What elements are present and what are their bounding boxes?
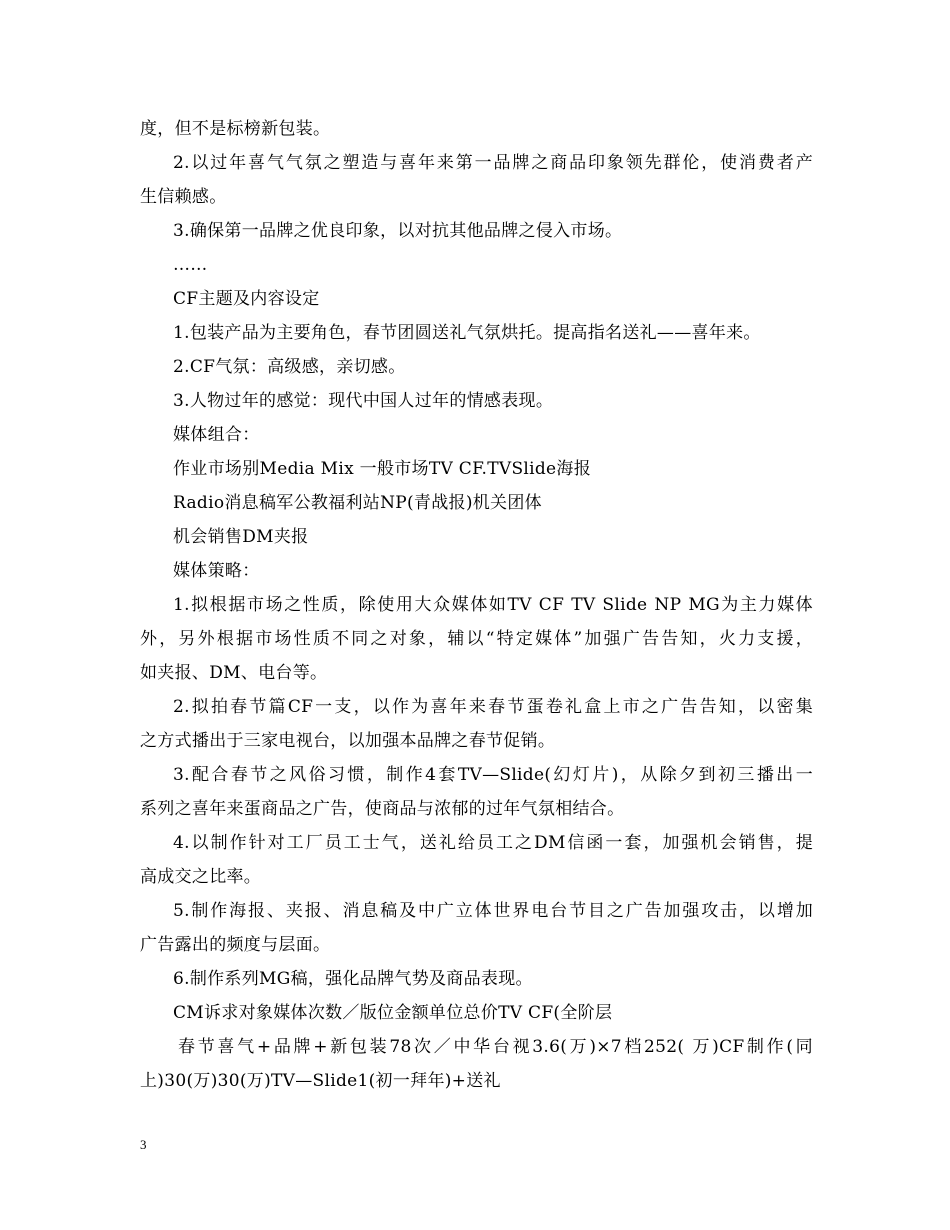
- text-line-28: 春节喜气+品牌+新包装78次／中华台视3.6(万)×7档252( 万)CF制作(同: [178, 1037, 813, 1057]
- text-line-20: 3.配合春节之风俗习惯，制作4套TV—Slide(幻灯片)，从除夕到初三播出一: [173, 765, 813, 785]
- text-line-22: 4.以制作针对工厂员工士气，送礼给员工之DM信函一套，加强机会销售，提: [173, 833, 813, 853]
- text-line-2: 2.以过年喜气气氛之塑造与喜年来第一品牌之商品印象领先群伦，使消费者产: [173, 153, 813, 173]
- section-heading-media-strategy: 媒体策略：: [173, 561, 260, 581]
- section-heading-cf-theme: CF主题及内容设定: [173, 289, 320, 309]
- text-line-26: 6.制作系列MG稿，强化品牌气势及商品表现。: [173, 969, 533, 989]
- text-line-27: CM诉求对象媒体次数／版位金额单位总价TV CF(全阶层: [173, 1003, 613, 1023]
- text-line-1: 度，但不是标榜新包装。: [140, 119, 331, 139]
- text-line-19: 之方式播出于三家电视台，以加强本品牌之春节促销。: [140, 731, 556, 751]
- text-line-13: 机会销售DM夹报: [173, 527, 309, 547]
- text-line-11: 作业市场别Media Mix 一般市场TV CF.TVSlide海报: [173, 459, 592, 479]
- text-line-16: 外，另外根据市场性质不同之对象，辅以“特定媒体”加强广告告知，火力支援，: [140, 629, 813, 649]
- text-line-17: 如夹报、DM、电台等。: [140, 663, 328, 683]
- text-line-29: 上)30(万)30(万)TV—Slide1(初一拜年)+送礼: [140, 1071, 501, 1091]
- page-number: 3: [140, 1137, 147, 1152]
- text-line-15: 1.拟根据市场之性质，除使用大众媒体如TV CF TV Slide NP MG为主力媒体: [173, 595, 813, 615]
- ellipsis-line: ……: [173, 255, 208, 275]
- text-line-12: Radio消息稿军公教福利站NP(青战报)机关团体: [173, 493, 542, 513]
- text-line-21: 系列之喜年来蛋商品之广告，使商品与浓郁的过年气氛相结合。: [140, 799, 625, 819]
- text-line-8: 2.CF气氛：高级感，亲切感。: [173, 357, 406, 377]
- text-line-18: 2.拟拍春节篇CF一支，以作为喜年来春节蛋卷礼盒上市之广告告知，以密集: [173, 697, 813, 717]
- text-line-24: 5.制作海报、夹报、消息稿及中广立体世界电台节目之广告加强攻击，以增加: [173, 901, 813, 921]
- text-line-4: 3.确保第一品牌之优良印象，以对抗其他品牌之侵入市场。: [173, 221, 623, 241]
- section-heading-media-mix: 媒体组合：: [173, 425, 260, 445]
- text-line-3: 生信赖感。: [140, 187, 227, 207]
- text-line-7: 1.包装产品为主要角色，春节团圆送礼气氛烘托。提高指名送礼——喜年来。: [173, 323, 761, 343]
- text-line-25: 广告露出的频度与层面。: [140, 935, 331, 955]
- text-line-9: 3.人物过年的感觉：现代中国人过年的情感表现。: [173, 391, 554, 411]
- text-line-23: 高成交之比率。: [140, 867, 262, 887]
